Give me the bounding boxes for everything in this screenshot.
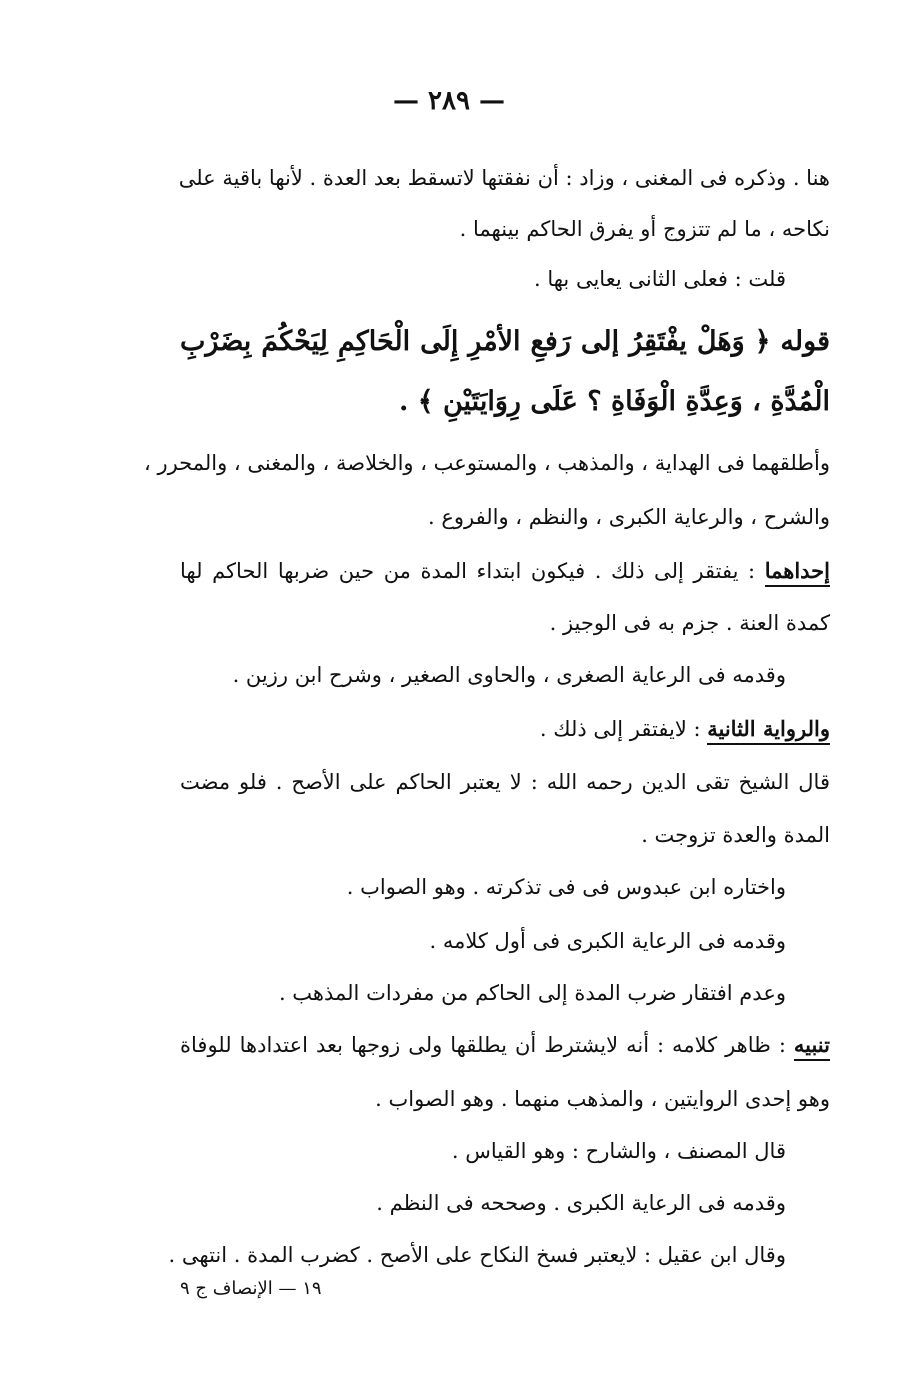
line-text: : ظاهر كلامه : أنه لايشترط أن يطلقها ولى زوجها بعد اعتدادها للوفاة (180, 1033, 794, 1057)
section-lead: والرواية الثانية (707, 716, 830, 745)
text-line (166, 1136, 786, 1166)
line-text: المدة والعدة تزوجت . (641, 823, 830, 847)
line-text: قال المصنف ، والشارح : وهو القياس . (451, 1139, 786, 1163)
text-line (166, 978, 786, 1008)
text-line (166, 264, 786, 294)
text-line (166, 1188, 786, 1218)
line-text: وأطلقهما فى الهداية ، والمذهب ، والمستوعب ، والخلاصة ، والمغنى ، والمحرر ، (144, 451, 830, 475)
line-text: هنا . وذكره فى المغنى ، وزاد : أن نفقتها لاتسقط بعد العدة . لأنها باقية على (178, 166, 830, 190)
text-line (180, 608, 830, 638)
text-line (166, 872, 786, 902)
text-line (180, 1084, 830, 1114)
text-line (166, 1240, 786, 1270)
line-text: والشرح ، والرعاية الكبرى ، والنظم ، والفروع . (427, 505, 830, 529)
text-line (180, 1030, 830, 1060)
text-line (144, 448, 830, 478)
line-text: وقدمه فى الرعاية الكبرى . وصححه فى النظم . (376, 1191, 786, 1215)
quoted-text-line (180, 382, 830, 422)
line-text: وعدم افتقار ضرب المدة إلى الحاكم من مفردات المذهب . (278, 981, 786, 1005)
signature-mark: ١٩ — الإنصاف ج ٩ (180, 1278, 322, 1299)
line-text: وهو إحدى الروايتين ، والمذهب منهما . وهو الصواب . (375, 1087, 830, 1111)
line-text: قال الشيخ تقى الدين رحمه الله : لا يعتبر الحاكم على الأصح . فلو مضت (180, 770, 830, 794)
text-line (180, 714, 830, 744)
line-text: وقدمه فى الرعاية الصغرى ، والحاوى الصغير ، وشرح ابن رزين . (232, 663, 786, 687)
line-text: وقدمه فى الرعاية الكبرى فى أول كلامه . (429, 929, 786, 953)
page-number: — ٢٨٩ — (392, 86, 506, 116)
text-line (180, 214, 830, 244)
line-text: قلت : فعلى الثانى يعايى بها . (534, 267, 786, 291)
line-text: واختاره ابن عبدوس فى فى تذكرته . وهو الصواب . (346, 875, 786, 899)
text-line (180, 163, 830, 193)
line-text: كمدة العنة . جزم به فى الوجيز . (549, 611, 830, 635)
section-lead: إحداهما (765, 558, 830, 587)
line-text: الْمُدَّةِ ، وَعِدَّةِ الْوَفَاةِ ؟ عَلَى رِوَايَتَيْنِ ﴾ . (398, 386, 830, 417)
line-text: وقال ابن عقيل : لايعتبر فسخ النكاح على الأصح . كضرب المدة . انتهى . (168, 1243, 786, 1267)
line-text: قوله ﴿ وَهَلْ يفْتَقِرُ إلى رَفعِ الأمْرِ إِلَى الْحَاكِمِ لِيَحْكُمَ بِضَرْبِ (180, 326, 830, 357)
text-line (180, 767, 830, 797)
line-text: : لايفتقر إلى ذلك . (539, 717, 708, 741)
text-line (180, 556, 830, 586)
section-lead: تنبيه (794, 1032, 830, 1061)
quoted-text-line (180, 322, 830, 362)
text-line (166, 660, 786, 690)
text-line (180, 820, 830, 850)
line-text: : يفتقر إلى ذلك . فيكون ابتداء المدة من حين ضربها الحاكم لها (180, 559, 765, 583)
text-line (166, 926, 786, 956)
text-line (180, 502, 830, 532)
line-text: نكاحه ، ما لم تتزوج أو يفرق الحاكم بينهما . (459, 217, 830, 241)
